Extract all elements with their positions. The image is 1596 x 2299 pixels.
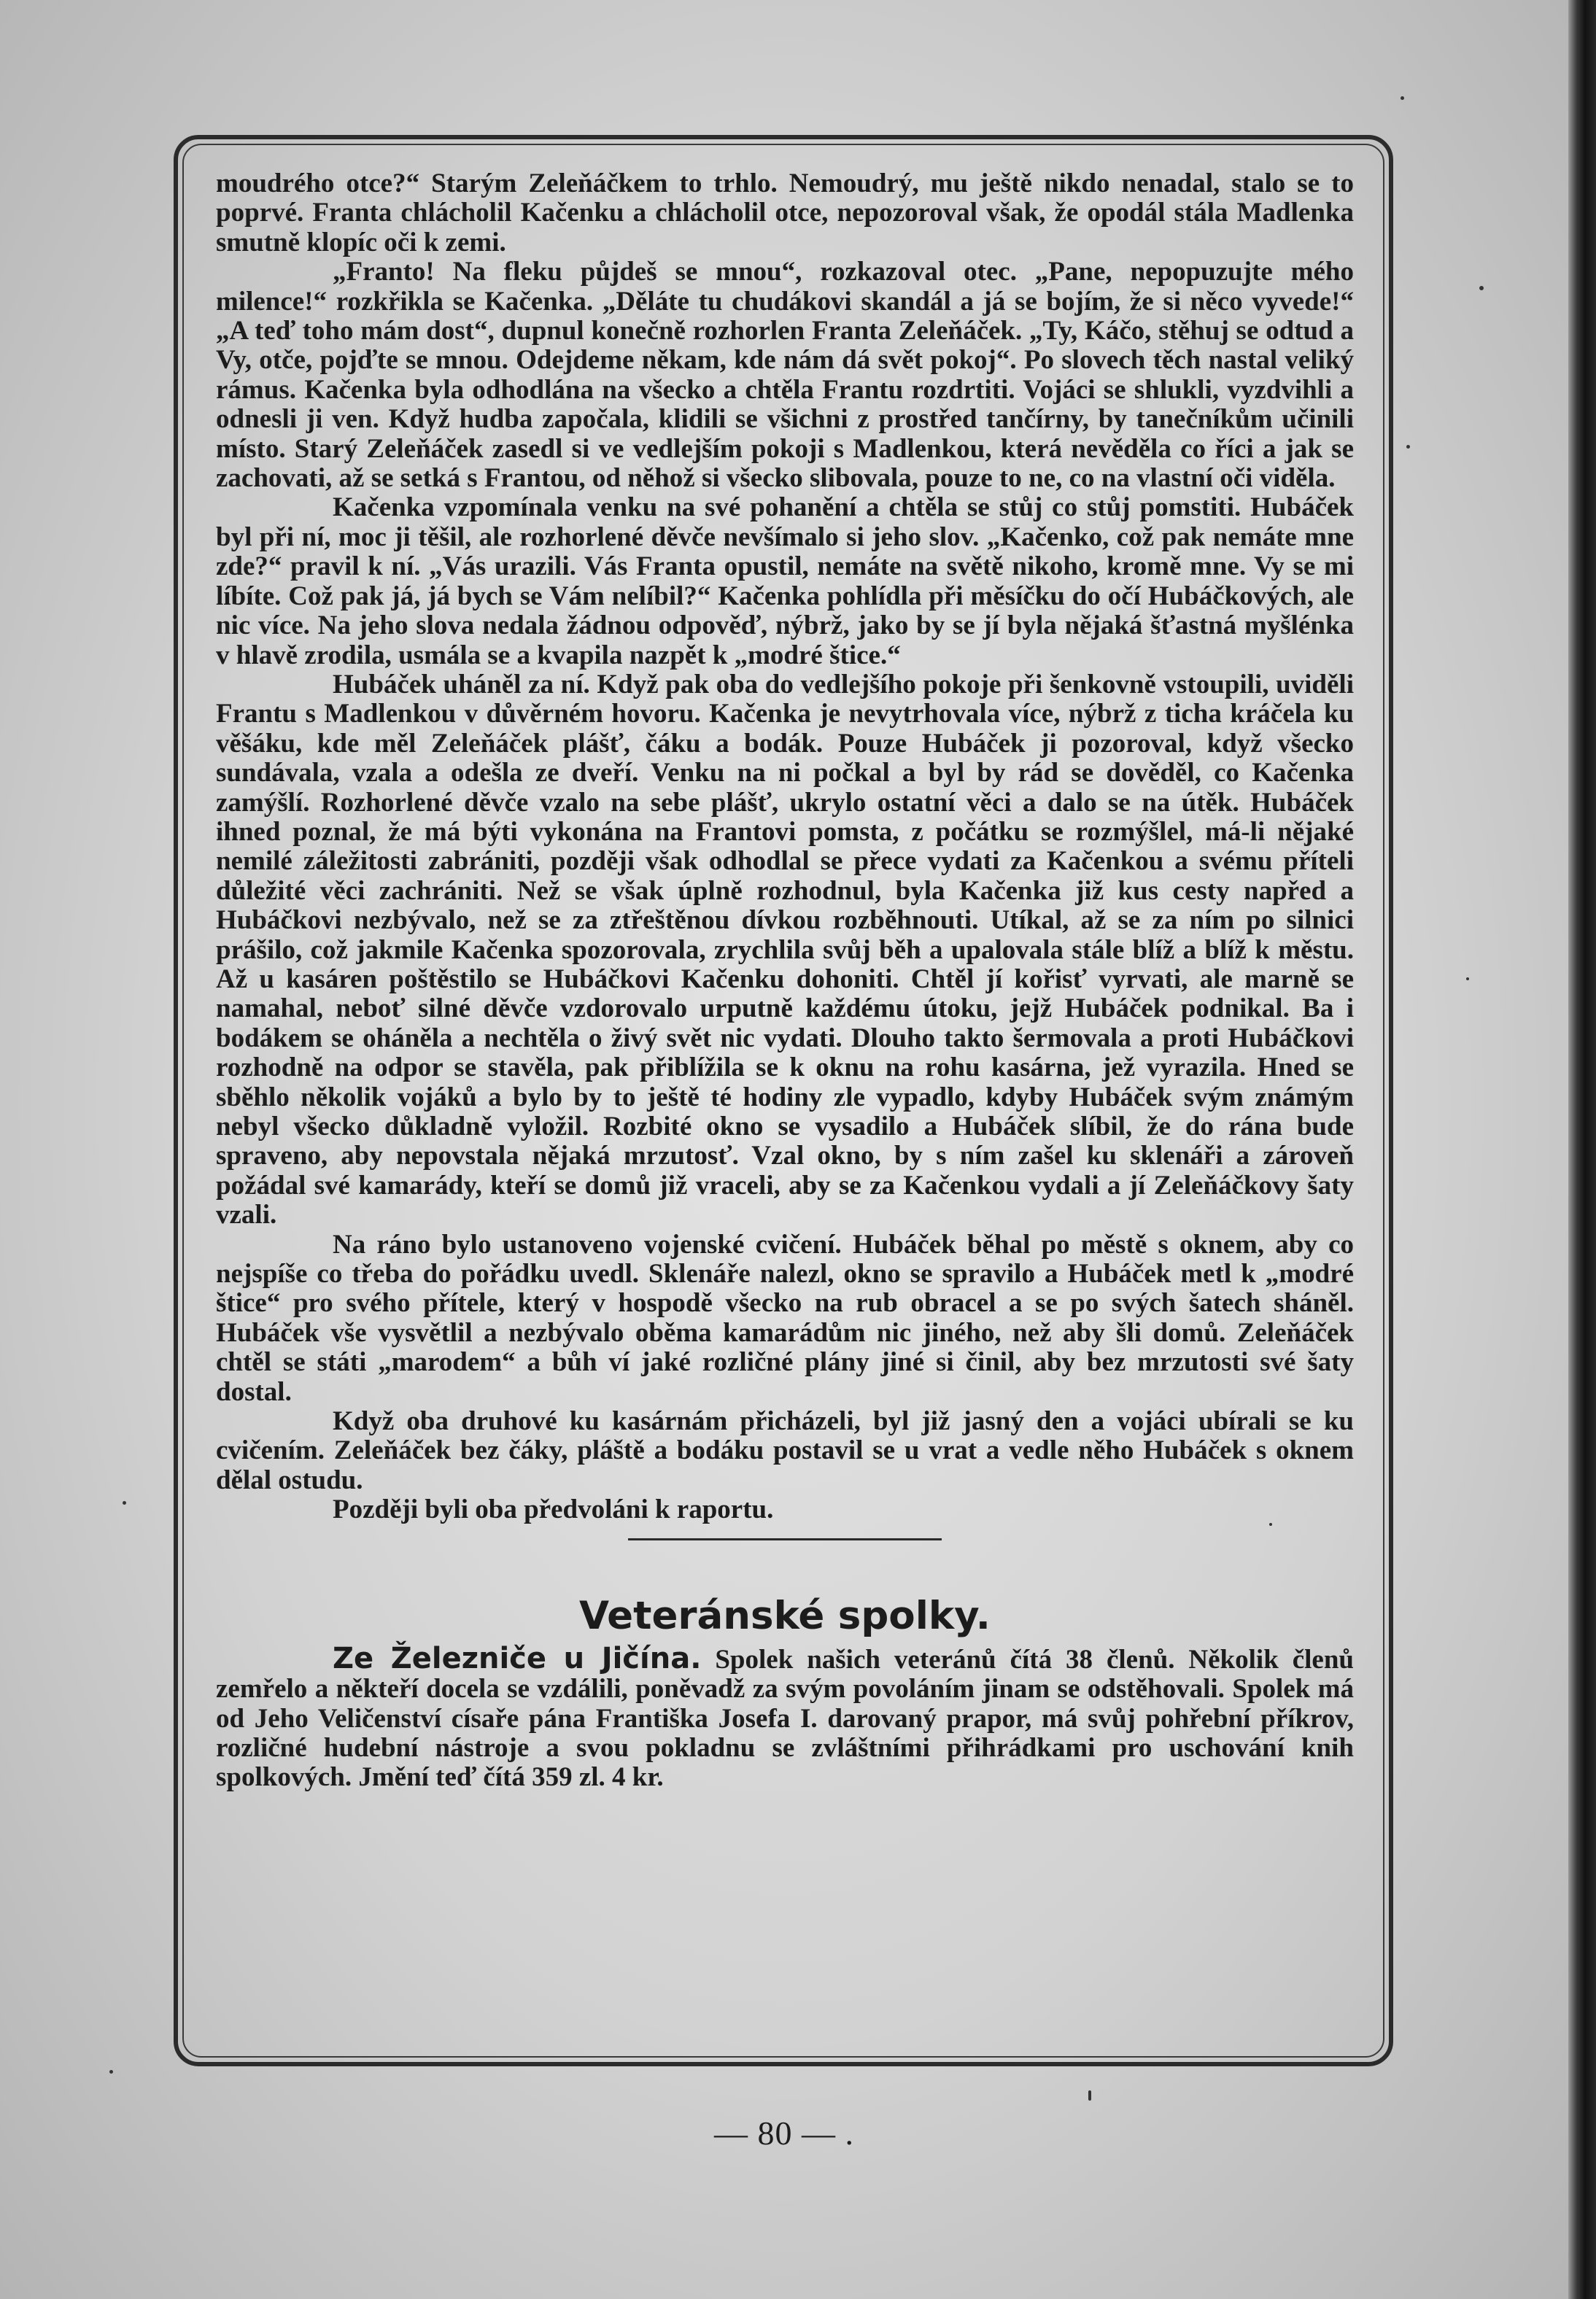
binding-edge — [1568, 0, 1596, 2299]
story-paragraph: Později byli oba předvoláni k raportu. — [333, 1494, 774, 1525]
page-content — [216, 169, 1354, 2051]
scan-speck — [123, 1501, 126, 1505]
section-lead: Ze Železniče u Jičína. — [333, 1641, 702, 1675]
scan-speck — [1401, 96, 1404, 100]
story-paragraph: Když oba druhové ku kasárnám přicházeli, byl již jasný den a vojáci ubírali se ku cvičením. Zeleňáček bez čáky, pláště a bodáku postavil se u vrat a vedle něho Hubáček s oknem dělal ostudu. — [216, 1406, 1354, 1495]
section-title: Veteránské spolky. — [579, 1593, 991, 1638]
story-paragraph: Na ráno bylo ustanoveno vojenské cvičení. Hubáček běhal po městě s oknem, aby co nejspíše co třeba do pořádku uvedl. Sklenáře nalezl, okno se spravilo a Hubáček metl k „modré štice“ pro svého přítele, který v hospodě všecko na rub obracel a se po svých šatech sháněl. Hubáček vše vysvětlil a nezbývalo oběma kamarádům nic jiného, než aby šli domů. Zeleňáček chtěl se státi „marodem“ a bůh ví jaké rozličné plány jiné si činil, aby bez mrzutosti své šaty dostal. — [216, 1229, 1354, 1407]
section-body: Spolek našich veteránů čítá 38 členů. Několik členů zemřelo a někteří docela se vzdálili, poněvadž za svým povoláním jinam se odstěhovali. Spolek má od Jeho Veličenství císaře pána Františka Josefa I. darovaný prapor, má svůj pohřební příkrov, rozličné hudební nástroje a svou pokladnu se zvláštními přihrádkami pro uschování knih spolkových. Jmění teď čítá 359 zl. 4 kr. — [216, 1644, 1354, 1793]
scan-speck — [109, 2070, 113, 2074]
story-paragraph: Kačenka vzpomínala venku na své pohanění a chtěla se stůj co stůj pomstiti. Hubáček byl při ní, moc ji těšil, ale rozhorlené děvče nevšímalo si jeho slov. „Kačenko, což pak nemáte mne zde?“ pravil k ní. „Vás urazili. Vás Franta opustil, nemáte na světě nikoho, kromě mne. Vy se mi líbíte. Což pak já, já bych se Vám nelíbil?“ Kačenka pohlídla při měsíčku do očí Hubáčkových, ale nic více. Na jeho slova nedala žádnou odpověď, nýbrž, jako by se jí byla nějaká šťastná myšlénka v hlavě zrodila, usmála se a kvapila nazpět k „modré štice.“ — [216, 492, 1354, 670]
story-paragraph: Hubáček uháněl za ní. Když pak oba do vedlejšího pokoje při šenkovně vstoupili, uviděli Frantu s Madlenkou v důvěrném hovoru. Kačenka je nevytrhovala více, nýbrž z ticha kráčela ku věšáku, kde měl Zeleňáček plášť, čáku a bodák. Pouze Hubáček ji pozoroval, když všecko sundávala, vzala a odešla ze dveří. Venku na ni počkal a byl by rád se dověděl, co Kačenka zamýšlí. Rozhorlené děvče vzalo na sebe plášť, ukrylo ostatní věci a dalo se na útěk. Hubáček ihned poznal, že má býti vykonána na Frantovi pomsta, z počátku se rozmýšlel, má-li nějaké nemilé záležitosti zabrániti, později však odhodlal se přece vydati za Kačenkou a svému příteli důležité věci zachrániti. Než se však úplně rozhodnul, byla Kačenka již kus cesty napřed a Hubáčkovi nezbývalo, než se za ztřeštěnou dívkou rozběhnouti. Utíkal, až se za ním po silnici prášilo, což jakmile Kačenka spozorovala, zrychlila svůj běh a upalovala stále blíž a blíž k městu. Až u kasáren poštěstilo se Hubáčkovi Kačenku dohoniti. Chtěl jí kořisť vyrvati, ale marně se namahal, neboť silné děvče vzdorovalo urputně každému útoku, jejž Hubáček podnikal. Ba i bodákem se oháněla a nechtěla o živý svět nic vydati. Dlouho takto šermovala a proti Hubáčkovi rozhodně na odpor se stavěla, pak přiblížila se k oknu na rohu kasárna, jež vyrazila. Hned se sběhlo několik vojáků a bylo by to ještě té hodiny zle vypadlo, kdyby Hubáček svým známým nebyl všecko důkladně vyložil. Rozbité okno se vysadilo a Hubáček slíbil, že do rána bude spraveno, aby nepovstala nějaká mrzutosť. Vzal okno, by s ním zašel ku sklenáři a zároveň požádal své kamarády, kteří se domů již vraceli, aby se za Kačenkou vydali a jí Zeleňáčkovy šaty vzali. — [216, 669, 1354, 1230]
section-paragraph — [216, 1641, 1354, 1793]
scan-speck — [1479, 286, 1484, 290]
scan-speck — [1088, 2090, 1091, 2101]
story-paragraph: „Franto! Na fleku půjdeš se mnou“, rozkazoval otec. „Pane, nepopuzujte mého milence!“ rozkřikla se Kačenka. „Děláte tu chudákovi skandál a já se bojím, že si něco vyvede!“ „A teď toho mám dost“, dupnul konečně rozhorlen Franta Zeleňáček. „Ty, Káčo, stěhuj se odtud a Vy, otče, pojďte se mnou. Odejdeme někam, kde nám dá svět pokoj“. Po slovech těch nastal veliký rámus. Kačenka byla odhodlána na všecko a chtěla Frantu rozdrtiti. Vojáci se shlukli, vyzdvihli a odnesli ji ven. Když hudba započala, klidili se všichni z prostřed tančírny, by tanečníkům učinili místo. Starý Zeleňáček zasedl si ve vedlejším pokoji s Madlenkou, která nevěděla co říci a jak se zachovati, až se setká s Frantou, od něhož si všecko slibovala, pouze to ne, co na vlastní oči viděla. — [216, 257, 1354, 494]
story-paragraph: moudrého otce?“ Starým Zeleňáčkem to trhlo. Nemoudrý, mu ještě nikdo nenadal, stalo se to poprvé. Franta chlácholil Kačenku a chlácholil otce, nepozoroval však, že opodál stála Madlenka smutně klopíc oči k zemi. — [216, 168, 1354, 257]
section-divider — [628, 1538, 942, 1540]
scan-speck — [1406, 445, 1410, 449]
scan-speck — [1466, 977, 1469, 980]
page-number: — 80 — . — [714, 2114, 854, 2152]
